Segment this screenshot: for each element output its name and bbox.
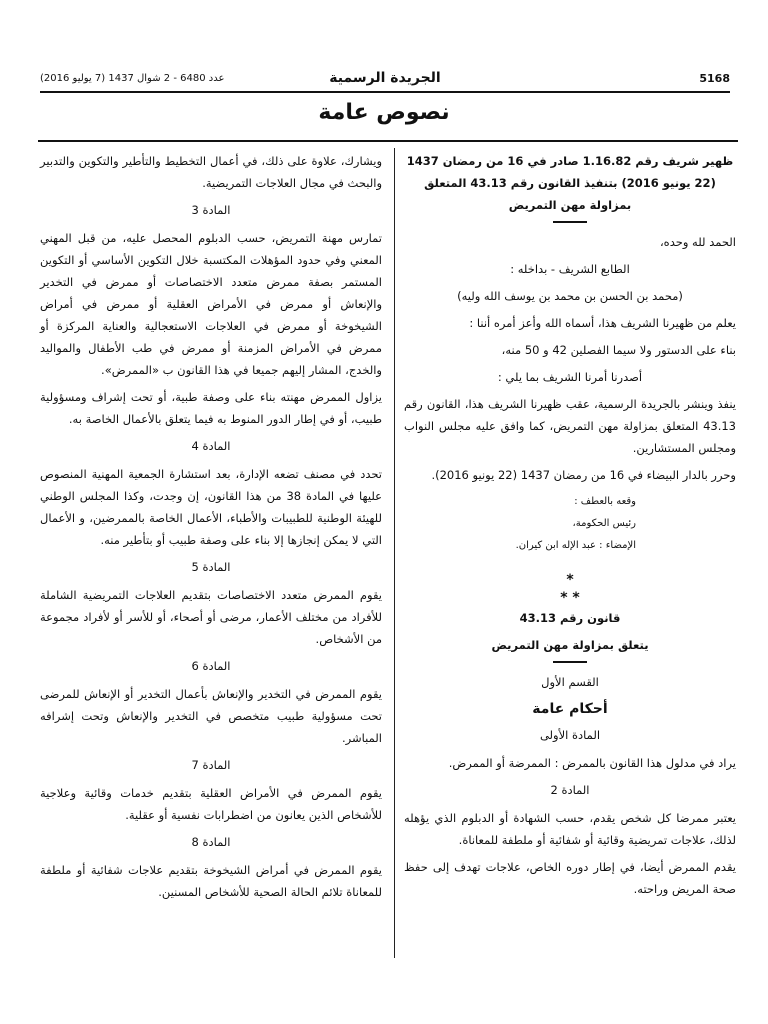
article-title: المادة 6 [191,659,231,673]
article-text: يزاول الممرض مهنته بناء على وصفة طبية، أو تحت إشراف ومسؤولية طبيب، أو في إطار الدور المنوط به فيما يتعلق بالأعمال الخاصة به. [40,390,382,426]
intro: يعلم من ظهيرنا الشريف هذا، أسماه الله وأعز أمره أننا : [469,316,736,330]
article-title: المادة 3 [191,203,231,217]
article-text: يقدم الممرض أيضا، في إطار دوره الخاص، علاجات تهدف إلى حفظ صحة المريض وراحته. [404,860,736,896]
article-text: تحدد في مصنف تضعه الإدارة، بعد استشارة الجمعية المهنية المنصوص عليها في المادة 38 من هذا القانون، إن وجدت، وكذا المجلس الوطني للهيئة الوطنية للطبيبات والأطباء، الأعمال الخاصة بالممرضين، و الأعمال التي لا يمكن إنجازها إلا بناء على وصفة طبيب أو بتأطير منه. [40,467,383,547]
article-text: يقوم الممرض في الأمراض العقلية بتقديم خدمات وقائية وعلاجية للأشخاص الذين يعانون من اضطرابات نفسية أو عقلية. [40,786,382,822]
countersign-role: رئيس الحكومة، [572,518,636,529]
seal-name: (محمد بن الحسن بن محمد بن يوسف الله وليه) [457,289,683,303]
issue-info: عدد 6480 - 2 شوال 1437 (7 يوليو 2016) [40,73,225,84]
article-title: المادة الأولى [539,728,601,742]
star-1: * [566,572,574,588]
countersign-name: الإمضاء : عبد الإله ابن كيران. [515,540,636,551]
section-title: نصوص عامة [318,100,450,125]
page-number: 5168 [699,72,730,85]
page-header [40,70,730,92]
dahir-title: ظهير شريف رقم 1.16.82 صادر في 16 من رمضان 1437 (22 يونيو 2016) بتنفيذ القانون رقم 43.13 المتعلق بمزاولة مهن التمريض [406,154,734,212]
article-text: تمارس مهنة التمريض، حسب الدبلوم المحصل عليه، من قبل المهني المعني وفي حدود المؤهلات المكتسبة خلال التكوين الأساسي أو التكوين المستمر بصفة ممرض متعدد الاختصاصات أو ممرض في التخدير والإنعاش أو ممرض في الأمراض العقلية أو ممرض في أمراض الشيخوخة أو ممرض في العلاجات الاستعجالية والعناية المركزة أو ممرض في الأمراض المزمنة أو ممرض في طب الأطفال والمواليد والخدج، المشار إليهم جميعا في هذا القانون ب «الممرض». [40,231,382,377]
left-column [40,150,382,908]
column-divider [394,148,395,958]
execution: ينفذ وينشر بالجريدة الرسمية، عقب ظهيرنا الشريف هذا، القانون رقم 43.13 المتعلق بمزاولة مهن التمريض، كما وافق عليه مجلس النواب ومجلس المستشارين. [404,397,736,455]
seal-label: الطابع الشريف - بداخله : [510,262,630,276]
article-text: يعتبر ممرضا كل شخص يقدم، حسب الشهادة أو الدبلوم الذي يؤهله لذلك، علاجات تمريضية وقائية أو شفائية أو ملطفة للمعاناة. [404,811,736,847]
countersign-label: وقعه بالعطف : [574,496,636,507]
article-text: يقوم الممرض متعدد الاختصاصات بتقديم العلاجات التمريضية الشاملة للأفراد من مختلف الأعمار، مرضى أو أصحاء، أو للأسر أو لأفراد مجموعة من الأشخاص. [40,588,382,646]
separator [553,221,587,223]
article-text: يراد في مدلول هذا القانون بالممرض : الممرضة أو الممرض. [448,756,736,770]
article-title: المادة 5 [191,560,231,574]
article-title: المادة 8 [191,835,231,849]
journal-title: الجريدة الرسمية [329,70,441,86]
part-title: القسم الأول [541,675,599,689]
law-subject: يتعلق بمزاولة مهن التمريض [491,638,649,652]
decree: أصدرنا أمرنا الشريف بما يلي : [497,370,643,384]
header-rule [40,91,730,93]
article-title: المادة 2 [550,783,590,797]
law-number: قانون رقم 43.13 [519,611,621,625]
praise: الحمد لله وحده، [659,235,736,249]
done-at: وحرر بالدار البيضاء في 16 من رمضان 1437 (22 يونيو 2016). [431,468,736,482]
article-text: يقوم الممرض في أمراض الشيخوخة بتقديم علاجات شفائية أو ملطفة للمعاناة تلائم الحالة الصحية للأشخاص المسنين. [40,863,382,899]
article-title: المادة 4 [191,439,231,453]
part-subject: أحكام عامة [532,701,608,717]
article-title: المادة 7 [191,758,231,772]
section-rule [38,140,738,142]
right-column [404,150,736,905]
continued-text: ويشارك، علاوة على ذلك، في أعمال التخطيط والتأطير والتكوين والتدبير والبحث في مجال العلاجات التمريضية. [40,154,382,190]
star-2: * * [560,590,580,606]
separator [553,661,587,663]
basis: بناء على الدستور ولا سيما الفصلين 42 و 50 منه، [501,343,736,357]
article-text: يقوم الممرض في التخدير والإنعاش بأعمال التخدير أو الإنعاش للمرضى تحت مسؤولية طبيب متخصص في التخدير والإنعاش وتحت إشرافه المباشر. [40,687,382,745]
